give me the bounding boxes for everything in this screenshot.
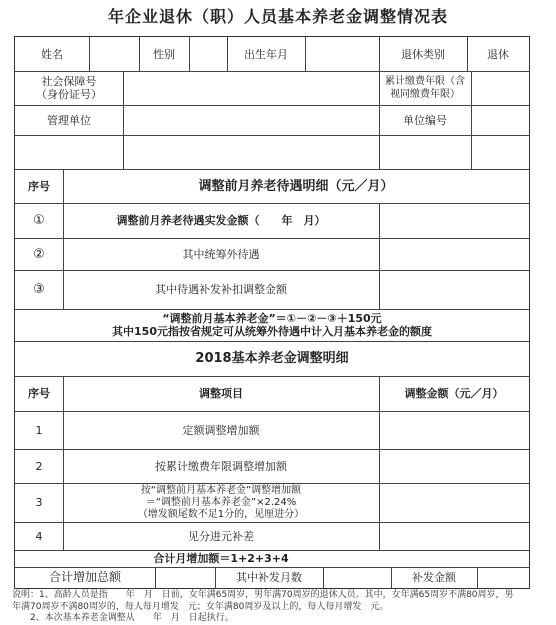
note-line: 2、本次基本养老金调整从 年 月 日起执行。 <box>12 613 234 623</box>
retire-type-label: 退休类别 <box>401 47 445 61</box>
total-increase-label: 合计增加总额 <box>48 570 121 584</box>
note-line: 年满70周岁不满80周岁的，每人每月增发 元；女年满80周岁及以上的，每人每月增发 元。 <box>12 601 389 612</box>
social-security-label: 社会保障号 （身份证号） <box>36 75 102 101</box>
row-text: 按“调整前月基本养老金”调整增加额 ＝“调整前月基本养老金”×2.24% （增发额尾数不足1分的，见厘进分） <box>137 484 305 520</box>
row-text: 见分进元补差 <box>188 529 254 543</box>
retire-type-value: 退休 <box>487 47 509 61</box>
contribution-years-label: 累计缴费年限（含 视同缴费年限） <box>385 76 465 100</box>
row-text: 其中统筹外待遇 <box>182 247 260 261</box>
section1-title: 调整前月养老待遇明细（元／月） <box>198 178 394 194</box>
seq-cell: ② <box>33 246 45 262</box>
name-label: 姓名 <box>41 47 63 61</box>
unit-code-label: 单位编号 <box>403 113 447 127</box>
row-text: 调整前月养老待遇实发金额（ 年 月） <box>116 214 326 227</box>
seq-header: 序号 <box>28 179 50 193</box>
seq-header: 序号 <box>28 387 50 400</box>
notes <box>12 590 544 625</box>
back-pay-months-label: 其中补发月数 <box>236 571 302 584</box>
row-text: 按累计缴费年限调整增加额 <box>155 459 287 473</box>
formula-note: 其中150元指按省规定可从统筹外待遇中计入月基本养老金的额度 <box>112 325 432 338</box>
note-line: 说明：1、高龄人员是指 年 月 日前，女年满65周岁，男年满70周岁的退休人员。其中，女年满65周岁不满80周岁，男 <box>12 590 514 600</box>
section2-title: 2018基本养老金调整明细 <box>195 351 349 366</box>
total-monthly: 合计月增加额＝1+2+3+4 <box>153 552 289 565</box>
formula-block <box>15 309 529 341</box>
back-pay-amount-label: 补发金额 <box>412 571 456 584</box>
item-header: 调整项目 <box>199 387 243 400</box>
seq-cell: 4 <box>35 529 43 543</box>
amount-header: 调整金额（元／月） <box>404 387 504 400</box>
seq-cell: 2 <box>35 459 43 473</box>
seq-cell: ① <box>33 213 45 228</box>
row-text: 其中待遇补发补扣调整金额 <box>155 283 287 296</box>
formula-line: “调整前月基本养老金”＝①－②－③＋150元 <box>162 312 382 325</box>
seq-cell: 3 <box>35 496 43 509</box>
seq-cell: 1 <box>35 423 43 437</box>
management-unit-label: 管理单位 <box>47 113 91 127</box>
name-value[interactable] <box>89 37 139 71</box>
birth-label: 出生年月 <box>244 47 288 61</box>
seq-cell: ③ <box>33 282 45 297</box>
gender-label: 性别 <box>153 47 175 61</box>
pension-table <box>14 36 530 589</box>
row-text: 定额调整增加额 <box>182 423 260 437</box>
page-title: 年企业退休（职）人员基本养老金调整情况表 <box>107 7 448 26</box>
